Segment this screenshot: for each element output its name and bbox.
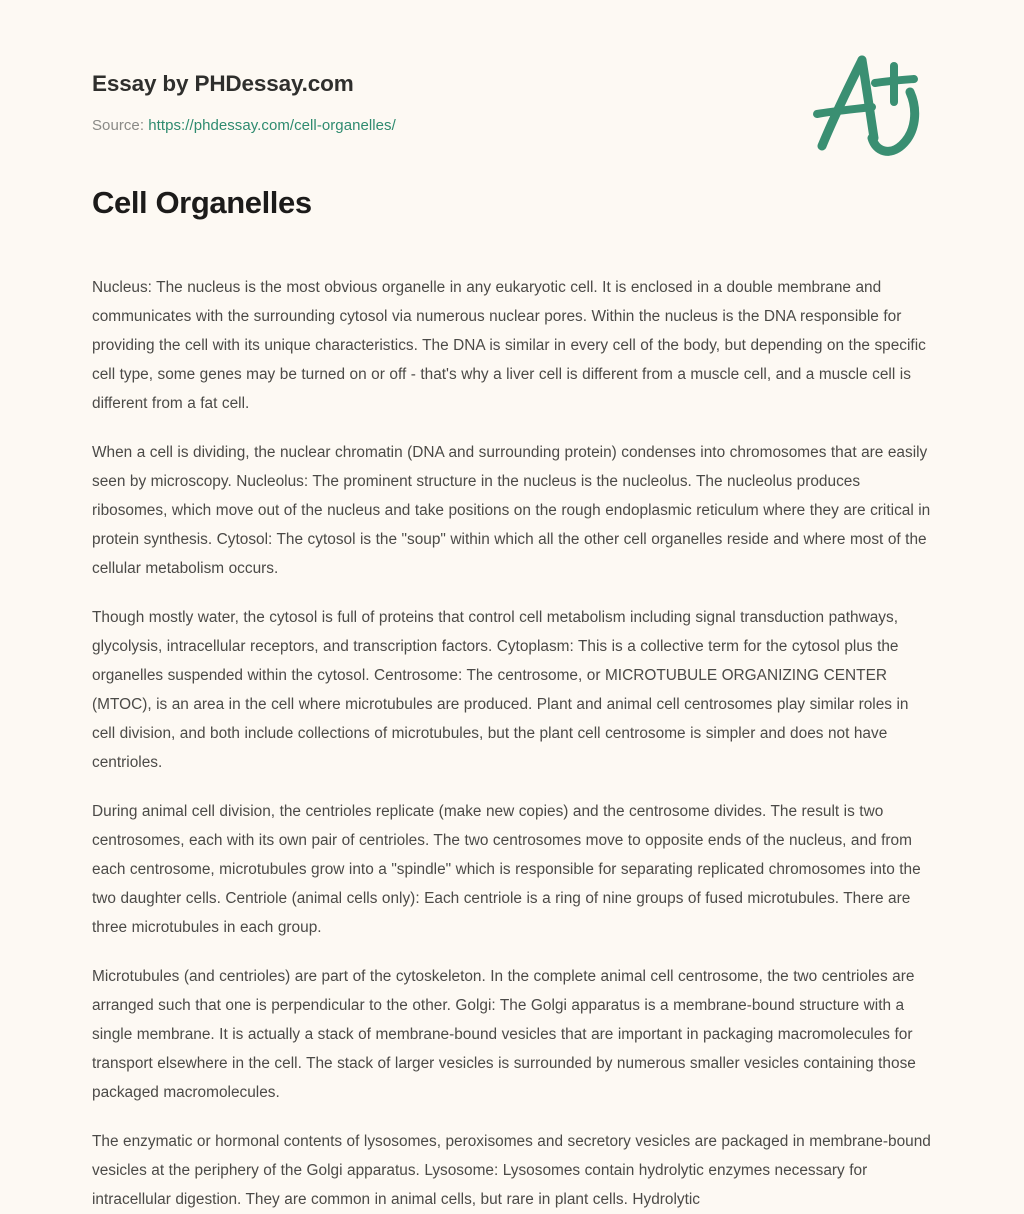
article-paragraph: Nucleus: The nucleus is the most obvious organelle in any eukaryotic cell. It is enclosed in a double membrane and communicates with the surrounding cytosol via numerous nuclear pores. Within the nucleus is the DNA responsible for providing the cell with its unique characteristics. The DNA is similar in every cell of the body, but depending on the specific cell type, some genes may be turned on or off - that's why a liver cell is different from a muscle cell, and a muscle cell is different from a fat cell. xyxy=(92,279,926,412)
article-paragraph: Though mostly water, the cytosol is full of proteins that control cell metabolism including signal transduction pathways, glycolysis, intracellular receptors, and transcription factors. Cytoplasm: This is a collective term for the cytosol plus the organelles suspended within the cytosol. Centrosome: The centrosome, or MICROTUBULE ORGANIZING CENTER (MTOC), is an area in the cell where microtubules are produced. Plant and animal cell centrosomes play similar roles in cell division, and both include collections of microtubules, but the plant cell centrosome is simpler and does not have centrioles. xyxy=(92,609,909,771)
article-paragraph: The enzymatic or hormonal contents of lysosomes, peroxisomes and secretory vesicles are packaged in membrane-bound vesicles at the periphery of the Golgi apparatus. Lysosome: Lysosomes contain hydrolytic enzymes necessary for intracellular digestion. They are common in animal cells, but rare in plant cells. Hydrolytic xyxy=(92,1133,931,1208)
document-header xyxy=(92,0,932,190)
brand-title: Essay by PHDessay.com xyxy=(92,71,354,96)
source-url-link[interactable]: https://phdessay.com/cell-organelles/ xyxy=(148,117,396,134)
a-plus-logo[interactable] xyxy=(804,46,934,166)
article-paragraph: During animal cell division, the centrioles replicate (make new copies) and the centrosome divides. The result is two centrosomes, each with its own pair of centrioles. The two centrosomes move to opposite ends of the nucleus, and from each centrosome, microtubules grow into a "spindle" which is responsible for separating replicated chromosomes into the two daughter cells. Centriole (animal cells only): Each centriole is a ring of nine groups of fused microtubules. There are three microtubules in each group. xyxy=(92,803,921,936)
article-paragraph: Microtubules (and centrioles) are part of the cytoskeleton. In the complete animal cell centrosome, the two centrioles are arranged such that one is perpendicular to the other. Golgi: The Golgi apparatus is a membrane-bound structure with a single membrane. It is actually a stack of membrane-bound vesicles that are important in packaging macromolecules for transport elsewhere in the cell. The stack of larger vesicles is surrounded by numerous smaller vesicles containing those packaged macromolecules. xyxy=(92,968,916,1101)
page-title: Cell Organelles xyxy=(92,185,312,220)
source-label: Source: xyxy=(92,117,145,134)
a-plus-logo-icon xyxy=(804,46,934,166)
article-body xyxy=(92,273,932,1214)
article-paragraph: When a cell is dividing, the nuclear chromatin (DNA and surrounding protein) condenses into chromosomes that are easily seen by microscopy. Nucleolus: The prominent structure in the nucleus is the nucleolus. The nucleolus produces ribosomes, which move out of the nucleus and take positions on the rough endoplasmic reticulum where they are critical in protein synthesis. Cytosol: The cytosol is the "soup" within which all the other cell organelles reside and where most of the cellular metabolism occurs. xyxy=(92,444,931,577)
